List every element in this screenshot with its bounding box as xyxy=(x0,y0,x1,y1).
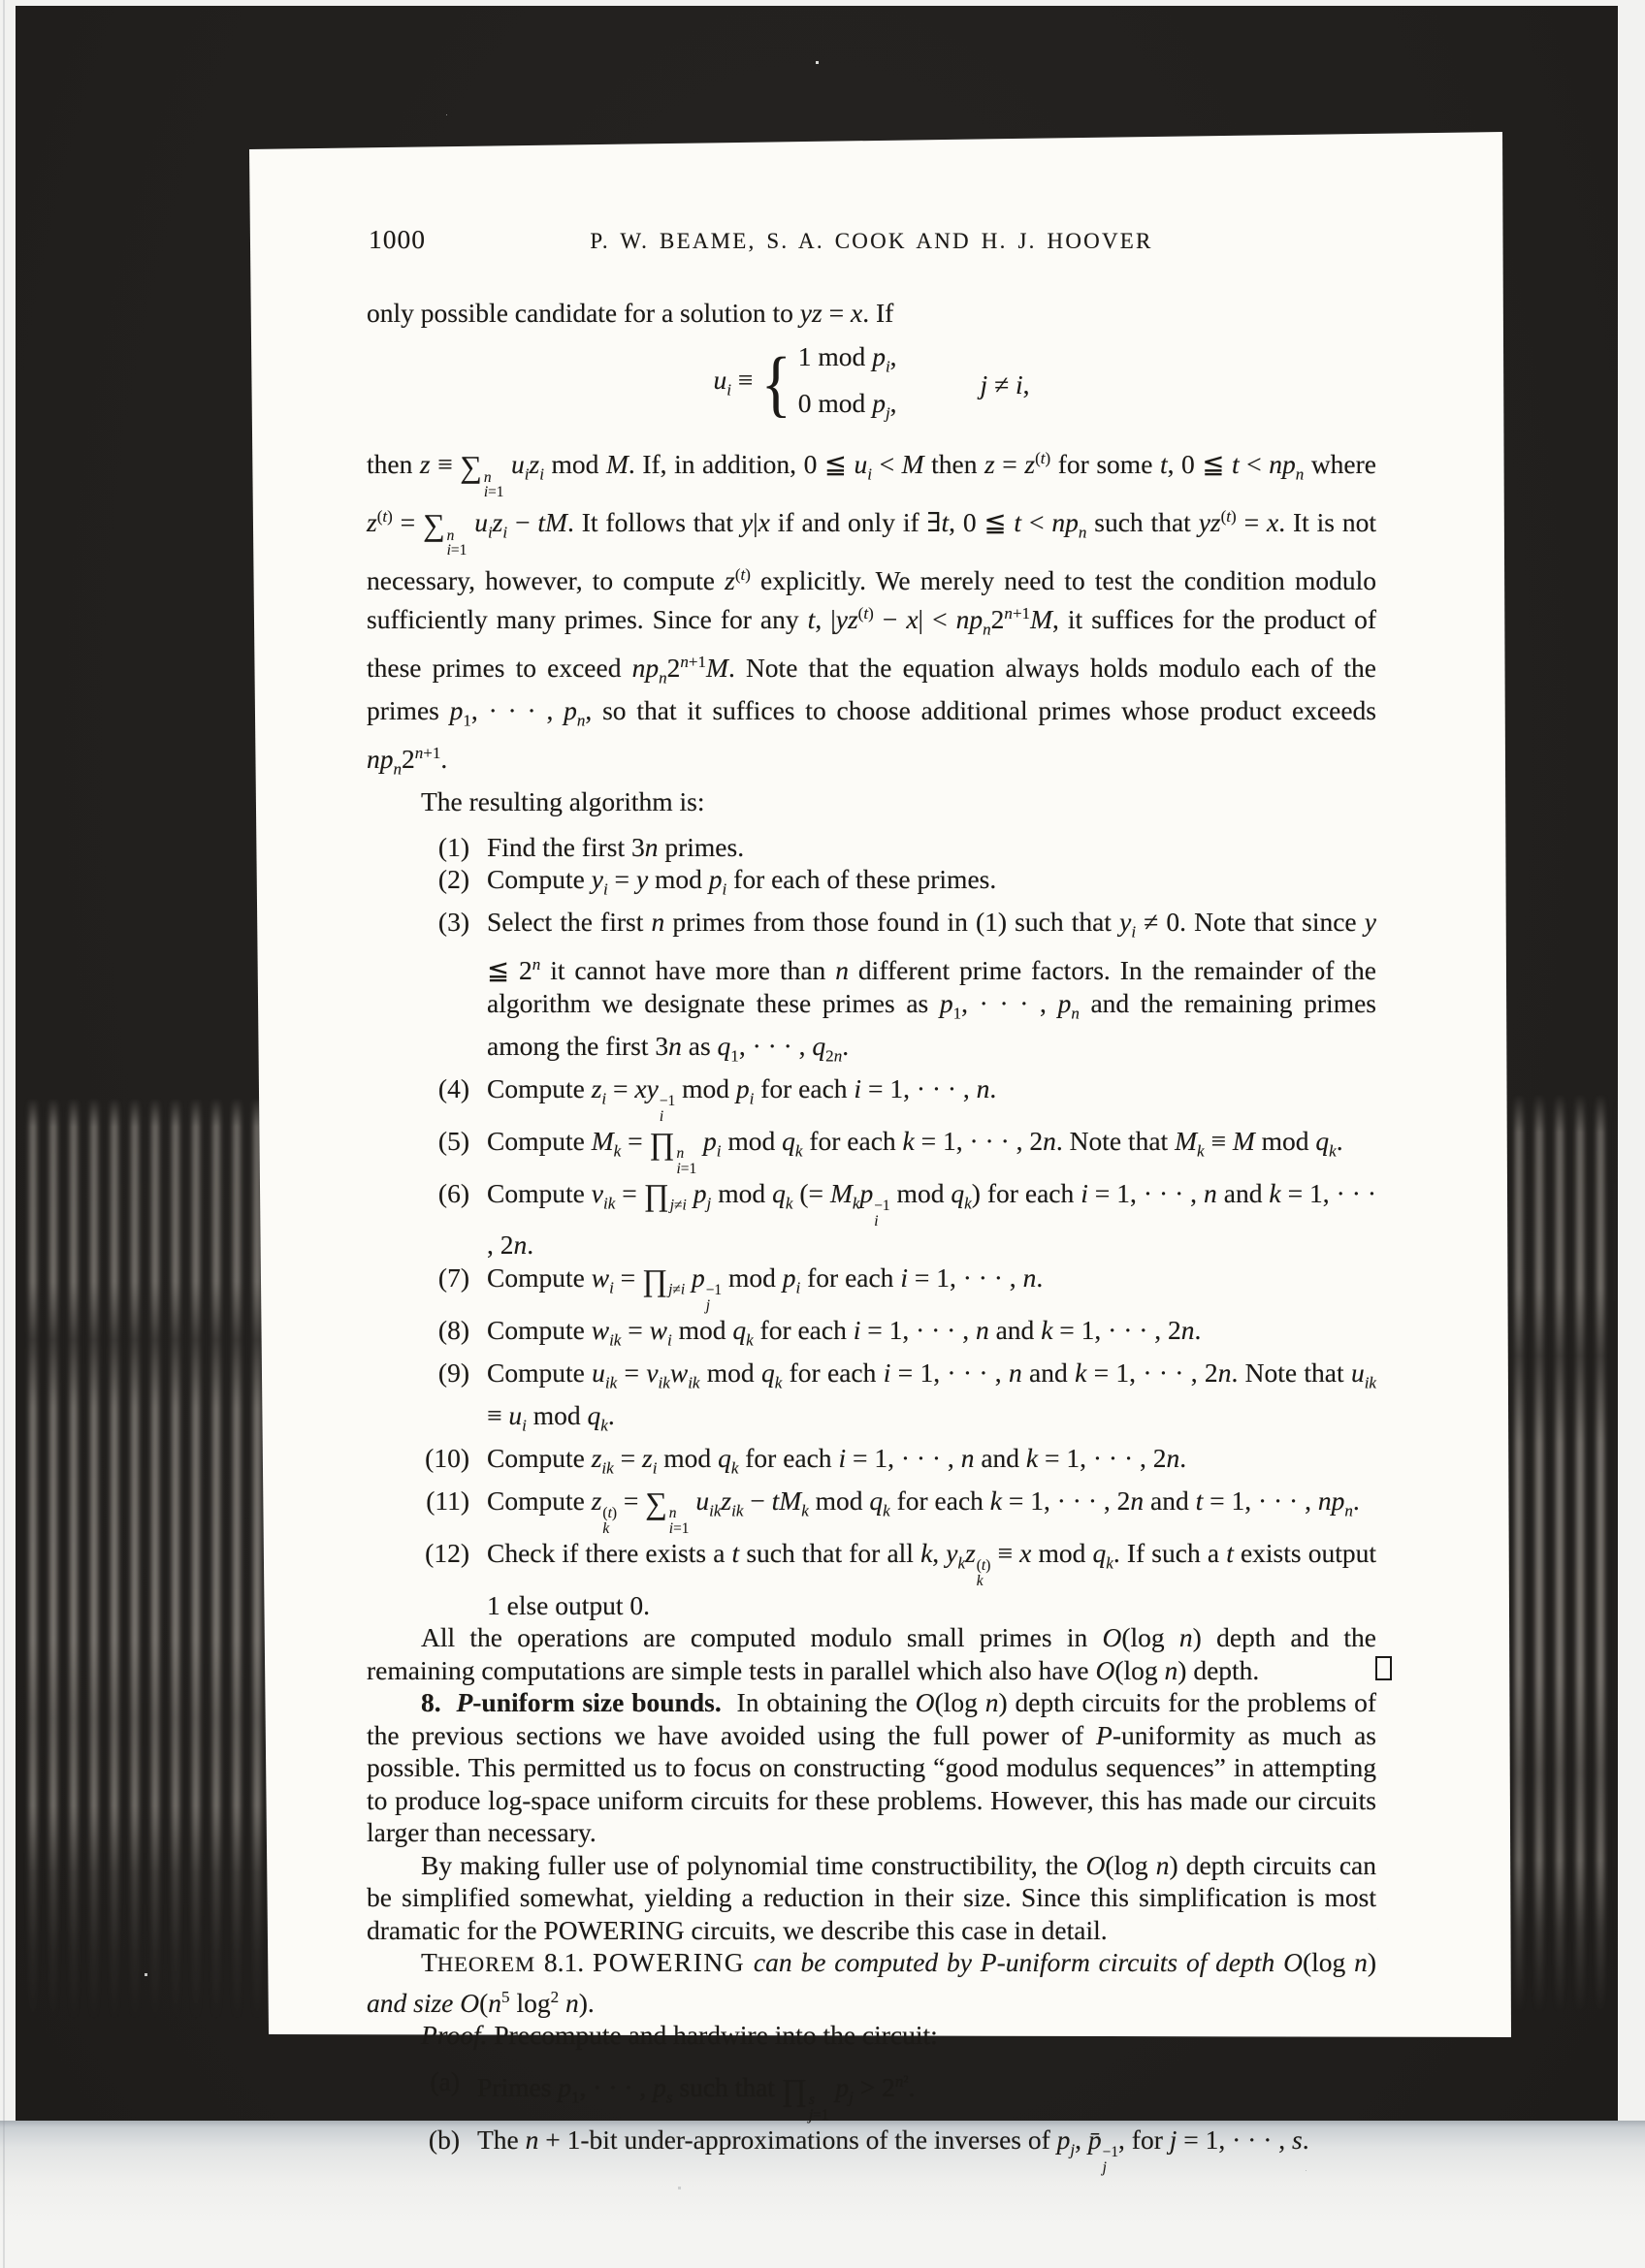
precomputed-items xyxy=(367,2065,1376,2176)
equation-lhs: $u_i$ ≡ xyxy=(713,364,754,399)
step-text: Compute $u_{ik} = \nu_{ik}w_{ik}$ mod $q_k$ for each i = 1, · · · , n and k = 1, · · · , 2n. Note that $u_{ik} \equiv u_i$ mod $q_k$. xyxy=(487,1357,1376,1435)
step-text: Compute $z_i$ = xy −1 i mod $p_i$ for each i = 1, · · · , n. xyxy=(487,1072,997,1126)
step-number: (10) xyxy=(425,1442,469,1473)
step-number: (5) xyxy=(437,1125,469,1156)
step-number: (4) xyxy=(437,1072,469,1103)
page-header xyxy=(367,223,1376,258)
intro-paragraph: only possible candidate for a solution to yz = x. If xyxy=(367,297,894,328)
step-number: (6) xyxy=(437,1177,469,1208)
precomputed-item-a xyxy=(367,2065,1376,2124)
equation-case-2: 0 mod $p_j$, xyxy=(797,387,897,422)
step-number: (3) xyxy=(437,907,469,938)
algorithm-step-12 xyxy=(367,1537,1376,1621)
proof-intro: Proof. Precompute and hardwire into the circuit: xyxy=(421,2020,938,2051)
step-text: Find the first 3n primes. xyxy=(487,831,745,862)
dust-specks xyxy=(0,0,1,1)
step-number: (9) xyxy=(437,1357,469,1388)
equation-case-1: 1 mod $p_i$, xyxy=(797,341,897,376)
item-label: (b) xyxy=(428,2124,460,2155)
algorithm-step-4 xyxy=(367,1072,1376,1125)
step-text: Compute z (t) k = ∑ n i=1 $u_{ik}z_{ik} - tM_k$ mod $q_k$ for each k = 1, · · · , 2n and t = 1, · · · , $np_n$. xyxy=(487,1485,1360,1538)
equation-cases xyxy=(798,338,897,431)
display-equation-crt xyxy=(367,338,1376,431)
algorithm-step-5 xyxy=(367,1125,1376,1177)
step-number: (11) xyxy=(426,1485,469,1516)
section-8-paragraph: 8. P-uniform size bounds. In obtaining the O(log n) depth circuits for the problems of the previous sections we have avoided using the full power of P-uniformity as much as possible. This permitted us to focus on constructing “good modulus sequences” in attempting to produce log-space uniform circuits for these problems. However, this has made our circuits larger than necessary. xyxy=(367,1687,1376,1848)
step-text: Compute $M_k$ = ∏ n i=1 $p_i$ mod $q_k$ for each k = 1, · · · , 2n. Note that $M_k \equiv M$ mod $q_k$. xyxy=(487,1125,1343,1177)
algorithm-step-7 xyxy=(367,1262,1376,1314)
algorithm-step-1 xyxy=(367,831,1376,864)
step-text: Check if there exists a t such that for all k, $y_kz$ (t) k ≡ x mod $q_k$. If such a t exists output 1 else output 0. xyxy=(487,1537,1377,1620)
item-text: Primes $p_1$, · · · , $p_s$ such that ∏ s j=1 $p_j > 2^{n^2}$. xyxy=(477,2071,916,2124)
paragraph-polynomial-time: By making fuller use of polynomial time constructibility, the O(log n) depth circuits can be simplified somewhat, yielding a reduction in their size. Since this simplification is most dramatic for the POWERING circuits, we describe this case in detail. xyxy=(367,1849,1376,1945)
step-number: (1) xyxy=(437,831,469,862)
equation-brace: { xyxy=(761,343,792,426)
algorithm-step-10 xyxy=(367,1442,1376,1485)
page-number: 1000 xyxy=(369,224,426,254)
theorem-8-1: THEOREM 8.1. POWERING can be computed by P-uniform circuits of depth O(log n) and size $O(n^5$ $\log^2 n$). xyxy=(367,1947,1377,2018)
algorithm-steps xyxy=(367,831,1376,1621)
paragraph-modular-test: then z ≡ ∑ n i=1 $u_iz_i$ mod M. If, in addition, 0 ≦ $u_i < M$ then $z = z^{(t)}$ for some t, 0 ≦ $t < np_n$ where $z^{(t)}$ = ∑ n i=1 $u_iz_i$ − tM. It follows that y|x if and only if ∃t, 0 ≦ $t < np_n$ such that $yz^{(t)} = x$. It is not necessary, however, to compute $z^{(t)}$ explicitly. We merely need to test the condition modulo sufficiently many primes. Since for any t, $|yz^{(t)} - x| < np_n2^{n+1}M$, it suffices for the product of these primes to exceed $np_n2^{n+1}M$. Note that the equation always holds modulo each of the primes $p_1$, · · · , $p_n$, so that it suffices to choose additional primes whose product exceeds $np_n2^{n+1}$. xyxy=(367,449,1377,779)
algorithm-step-6 xyxy=(367,1177,1376,1262)
scan-edge-line xyxy=(3,0,5,2268)
step-number: (12) xyxy=(425,1537,469,1568)
step-text: Compute $z_{ik} = z_i$ mod $q_k$ for each i = 1, · · · , n and k = 1, · · · , 2n. xyxy=(487,1442,1187,1478)
algorithm-step-11 xyxy=(367,1485,1376,1537)
step-text: Compute $\nu_{ik}$ = $\prod_{j\ne i}$ $p_j$ mod $q_k$ (= $M_kp$ −1 i mod $q_k$) for each i = 1, · · · , n and k = 1, · · · , 2n. xyxy=(487,1177,1377,1261)
algorithm-step-8 xyxy=(367,1314,1376,1357)
precomputed-item-b xyxy=(367,2124,1376,2176)
text-column xyxy=(367,223,1376,2176)
algorithm-step-2 xyxy=(367,863,1376,906)
equation-side-condition: j ≠ i, xyxy=(980,368,1030,399)
film-streaks-left xyxy=(23,1098,268,2021)
step-text: Compute $w_{ik} = w_i$ mod $q_k$ for each i = 1, · · · , n and k = 1, · · · , 2n. xyxy=(487,1314,1202,1350)
step-text: Select the first n primes from those found in (1) such that $y_i \ne 0$. Note that since y ≦ 2$^n$ it cannot have more than n different prime factors. In the remainder of the algorithm we designate these primes as $p_1$, · · · , $p_n$ and the remaining primes among the first 3n as $q_1$, · · · , $q_{2n}$. xyxy=(487,907,1376,1066)
film-streaks-right xyxy=(1509,1094,1616,2013)
step-text: Compute $w_i$ = $\prod_{j\ne i}$ p −1 j mod $p_i$ for each i = 1, · · · , n. xyxy=(487,1262,1044,1315)
paragraph-depth-conclusion xyxy=(367,1621,1376,1686)
step-text: Compute $y_i = y$ mod $p_i$ for each of these primes. xyxy=(487,864,997,899)
running-head: P. W. BEAME, S. A. COOK AND H. J. HOOVER xyxy=(590,229,1153,253)
step-number: (8) xyxy=(437,1314,469,1345)
step-number: (7) xyxy=(437,1262,469,1293)
qed-box xyxy=(1375,1656,1392,1680)
algorithm-step-9 xyxy=(367,1357,1376,1442)
step-number: (2) xyxy=(437,864,469,895)
algorithm-step-3 xyxy=(367,906,1376,1072)
item-text: The n + 1-bit under-approximations of the inverses of $p_j$, p̄ −1 j , for j = 1, · · · , s. xyxy=(477,2124,1309,2176)
conclusion-text: All the operations are computed modulo small primes in O(log n) depth and the remaining computations are simple tests in parallel which also have O(log n) depth. xyxy=(367,1622,1376,1685)
item-label: (a) xyxy=(430,2065,460,2096)
algorithm-intro: The resulting algorithm is: xyxy=(421,786,705,817)
